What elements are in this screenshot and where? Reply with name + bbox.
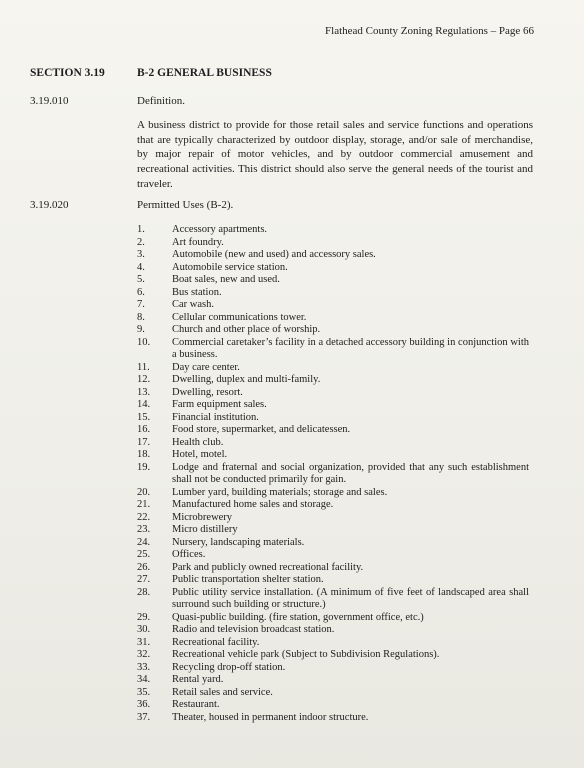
- list-item: [137, 312, 529, 325]
- list-item-text: Commercial caretaker’s facility in a detached accessory building in conjunction with a business.: [172, 336, 529, 360]
- list-item: [137, 587, 529, 612]
- list-item-number: 33.: [137, 661, 151, 673]
- list-item: [137, 487, 529, 500]
- list-item-text: Boat sales, new and used.: [172, 274, 280, 285]
- list-item-number: 30.: [137, 624, 151, 635]
- list-item-text: Health club.: [172, 436, 224, 448]
- list-item: [137, 337, 529, 362]
- list-item-text: Food store, supermarket, and delicatessen.: [172, 424, 351, 435]
- list-item: [137, 512, 529, 525]
- list-item-number: 23.: [137, 524, 151, 535]
- list-item: [137, 674, 529, 687]
- list-item-number: 1.: [137, 224, 145, 235]
- list-item-text: Art foundry.: [172, 236, 224, 248]
- list-item-text: Restaurant.: [172, 699, 220, 710]
- list-item: [137, 687, 529, 700]
- list-item-number: 13.: [137, 386, 151, 398]
- list-item-number: 31.: [137, 636, 151, 648]
- list-item-number: 10.: [137, 336, 151, 348]
- list-item-number: 26.: [137, 561, 151, 573]
- definition-heading: Definition.: [137, 95, 185, 107]
- list-item-text: Public utility service installation. (A minimum of five feet of landscaped area shall surround such building or structure.): [172, 586, 529, 610]
- list-item: [137, 224, 529, 237]
- list-item-text: Lumber yard, building materials; storage and sales.: [172, 486, 388, 498]
- list-item-number: 25.: [137, 549, 151, 560]
- list-item-number: 6.: [137, 286, 145, 298]
- section-title: B-2 GENERAL BUSINESS: [137, 67, 272, 79]
- list-item-text: Automobile service station.: [172, 261, 288, 273]
- page-header: Flathead County Zoning Regulations – Page 66: [325, 25, 534, 37]
- list-item: [137, 287, 529, 300]
- list-item: [137, 237, 529, 250]
- list-item-number: 35.: [137, 686, 151, 698]
- list-item: [137, 662, 529, 675]
- list-item: [137, 574, 529, 587]
- list-item: [137, 637, 529, 650]
- list-item-number: 22.: [137, 511, 151, 523]
- list-item-number: 24.: [137, 536, 151, 548]
- list-item: [137, 412, 529, 425]
- list-item-text: Dwelling, resort.: [172, 386, 243, 398]
- list-item-number: 32.: [137, 649, 151, 660]
- list-item-text: Dwelling, duplex and multi-family.: [172, 374, 321, 385]
- list-item-text: Rental yard.: [172, 674, 224, 685]
- list-item-text: Offices.: [172, 549, 206, 560]
- list-item: [137, 712, 529, 725]
- definition-paragraph: A business district to provide for those retail sales and service functions and operations that are typically characterized by outdoor display, storage, and/or sale of merchandise, by major repair of motor vehicles, and by outdoor commercial amusement and recreational activities. This district should also serve the general needs of the tourist and traveler.: [137, 119, 533, 190]
- permitted-uses-list: [137, 224, 529, 724]
- list-item-number: 36.: [137, 699, 151, 710]
- list-item-number: 34.: [137, 674, 151, 685]
- list-item-text: Car wash.: [172, 299, 214, 310]
- list-item-number: 5.: [137, 274, 145, 285]
- list-item-number: 15.: [137, 411, 151, 423]
- list-item: [137, 374, 529, 387]
- definition-number: 3.19.010: [30, 95, 69, 107]
- list-item-number: 17.: [137, 436, 151, 448]
- list-item-text: Theater, housed in permanent indoor structure.: [172, 711, 369, 723]
- list-item-number: 29.: [137, 611, 151, 623]
- list-item: [137, 262, 529, 275]
- list-item: [137, 699, 529, 712]
- list-item: [137, 387, 529, 400]
- list-item-number: 16.: [137, 424, 151, 435]
- list-item-text: Nursery, landscaping materials.: [172, 536, 305, 548]
- list-item-text: Public transportation shelter station.: [172, 574, 324, 585]
- list-item: [137, 624, 529, 637]
- list-item-text: Automobile (new and used) and accessory sales.: [172, 249, 376, 260]
- list-item: [137, 649, 529, 662]
- list-item-number: 3.: [137, 249, 145, 260]
- list-item: [137, 299, 529, 312]
- list-item-text: Microbrewery: [172, 511, 233, 523]
- list-item: [137, 537, 529, 550]
- list-item-number: 21.: [137, 499, 151, 510]
- list-item-number: 8.: [137, 311, 145, 323]
- list-item: [137, 499, 529, 512]
- list-item-number: 27.: [137, 574, 151, 585]
- list-item: [137, 549, 529, 562]
- list-item-number: 11.: [137, 361, 150, 373]
- list-item-text: Recycling drop-off station.: [172, 661, 286, 673]
- list-item-number: 18.: [137, 449, 151, 460]
- permitted-uses-number: 3.19.020: [30, 199, 69, 211]
- list-item: [137, 274, 529, 287]
- list-item-text: Bus station.: [172, 286, 222, 298]
- list-item-text: Quasi-public building. (fire station, government office, etc.): [172, 611, 424, 623]
- list-item: [137, 424, 529, 437]
- list-item-number: 20.: [137, 486, 151, 498]
- list-item-text: Cellular communications tower.: [172, 311, 307, 323]
- list-item-text: Hotel, motel.: [172, 449, 228, 460]
- list-item-text: Day care center.: [172, 361, 240, 373]
- list-item-text: Recreational vehicle park (Subject to Subdivision Regulations).: [172, 649, 440, 660]
- list-item-number: 2.: [137, 236, 145, 248]
- permitted-uses-heading: Permitted Uses (B-2).: [137, 199, 234, 211]
- list-item-number: 37.: [137, 711, 151, 723]
- list-item-text: Financial institution.: [172, 411, 259, 423]
- list-item-number: 12.: [137, 374, 151, 385]
- list-item: [137, 437, 529, 450]
- list-item-text: Retail sales and service.: [172, 686, 273, 698]
- list-item-text: Radio and television broadcast station.: [172, 624, 335, 635]
- list-item-text: Micro distillery: [172, 524, 238, 535]
- list-item: [137, 612, 529, 625]
- list-item-text: Farm equipment sales.: [172, 399, 267, 410]
- list-item: [137, 362, 529, 375]
- list-item-number: 14.: [137, 399, 151, 410]
- list-item: [137, 399, 529, 412]
- list-item-number: 28.: [137, 586, 151, 598]
- list-item-text: Accessory apartments.: [172, 224, 268, 235]
- list-item: [137, 462, 529, 487]
- list-item: [137, 524, 529, 537]
- list-item-number: 19.: [137, 461, 151, 473]
- list-item: [137, 324, 529, 337]
- list-item: [137, 562, 529, 575]
- list-item-text: Lodge and fraternal and social organization, provided that any such establishment shall not be conducted primarily for gain.: [172, 461, 529, 485]
- list-item-text: Manufactured home sales and storage.: [172, 499, 334, 510]
- list-item-text: Church and other place of worship.: [172, 324, 321, 335]
- list-item-number: 9.: [137, 324, 145, 335]
- list-item-text: Park and publicly owned recreational facility.: [172, 561, 364, 573]
- section-number: SECTION 3.19: [30, 67, 105, 79]
- list-item-number: 4.: [137, 261, 145, 273]
- list-item-number: 7.: [137, 299, 145, 310]
- list-item-text: Recreational facility.: [172, 636, 260, 648]
- list-item: [137, 249, 529, 262]
- list-item: [137, 449, 529, 462]
